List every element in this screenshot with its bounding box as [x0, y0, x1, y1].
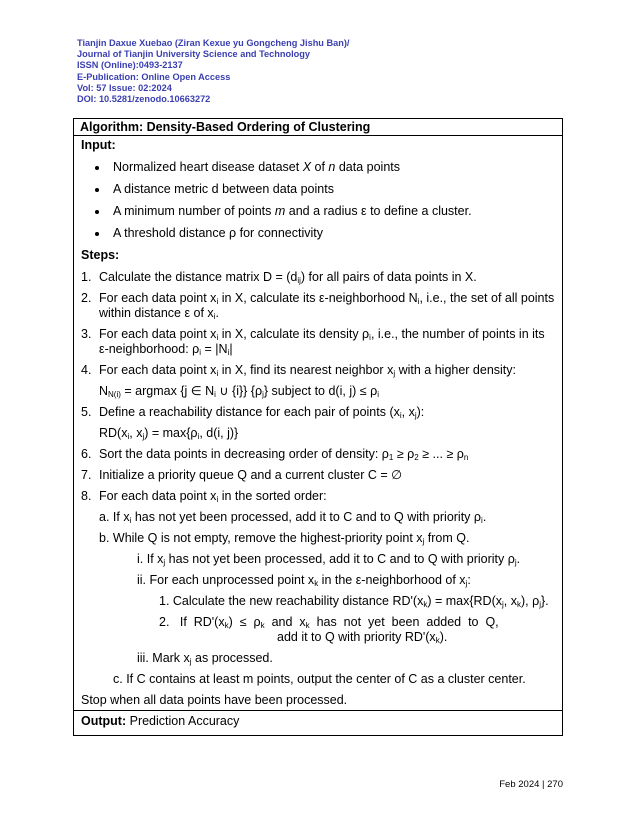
algorithm-body — [74, 136, 562, 729]
journal-publication: E-Publication: Online Open Access — [77, 71, 231, 82]
steps-label: Steps: — [81, 248, 120, 262]
step-6: 6. Sort the data points in decreasing order of density: $\rho_1 \ge \rho_2$ ≥ ... ≥ $\rho_n$ — [81, 447, 469, 462]
journal-header — [77, 38, 349, 105]
input-item: A minimum number of points m and a radius ε to define a cluster. — [81, 204, 556, 219]
step-8b-iii: iii. Mark $x_j$ as processed. — [137, 651, 273, 666]
step-5-formula: $RD(x_i$, $x_j) = \max\{\rho_i$, d(i, j)} — [99, 426, 239, 441]
step-2: 2. For each data point $x_i$ in X, calculate its ε-neighborhood $N_i$, i.e., the set of all points within distance ε of $x_i$. — [81, 291, 555, 321]
algorithm-empty-row — [74, 710, 562, 735]
step-8b-ii-2: 2. If $RD'(x_k) \le \rho_k$ and $x_k$ has not yet been added to Q, add it to Q with priority $RD'(x_k)$. — [159, 615, 499, 645]
input-item: Normalized heart disease dataset X of n data points — [81, 160, 556, 175]
page-footer: Feb 2024 | 270 — [499, 779, 563, 790]
input-item: A distance metric d between data points — [81, 182, 556, 197]
step-5: 5. Define a reachability distance for each pair of points ($x_i$, $x_j$): — [81, 405, 425, 420]
algorithm-title: Algorithm: Density-Based Ordering of Clustering — [74, 119, 562, 136]
step-8b-ii: ii. For each unprocessed point $x_k$ in the ε-neighborhood of $x_j$: — [137, 573, 471, 588]
output-value: Prediction Accuracy — [129, 714, 240, 728]
journal-subtitle-line: Journal of Tianjin University Science and Technology — [77, 49, 310, 60]
input-label: Input: — [81, 138, 116, 152]
algorithm-box — [73, 118, 563, 736]
step-8: 8. For each data point $x_i$ in the sorted order: — [81, 489, 327, 504]
journal-doi: DOI: 10.5281/zenodo.10663272 — [77, 94, 211, 105]
step-1: 1. Calculate the distance matrix $D = (d_{ij})$ for all pairs of data points in X. — [81, 270, 477, 285]
journal-title-line: Tianjin Daxue Xuebao (Ziran Kexue yu Gongcheng Jishu Ban)/ — [77, 38, 350, 48]
step-8c: c. If C contains at least m points, output the center of C as a cluster center. — [113, 672, 526, 686]
step-8b-i: i. If $x_j$ has not yet been processed, add it to C and to Q with priority $\rho_j$. — [137, 552, 521, 567]
step-7: 7. Initialize a priority queue Q and a current cluster C = ∅ — [81, 468, 403, 482]
journal-issn: ISSN (Online):0493-2137 — [77, 60, 183, 71]
stop-condition: Stop when all data points have been processed. — [81, 693, 348, 707]
input-item: A threshold distance ρ for connectivity — [81, 226, 556, 241]
step-4: 4. For each data point $x_i$ in X, find its nearest neighbor $x_j$ with a higher density: — [81, 363, 517, 378]
step-8a: a. If $x_i$ has not yet been processed, add it to C and to Q with priority $\rho_i$. — [99, 510, 487, 525]
journal-volume: Vol: 57 Issue: 02:2024 — [77, 82, 172, 93]
output-label: Output: — [81, 714, 127, 728]
step-4-formula: $N_{N(i)} = argmax$ {j ∈ $N_i$ ∪ {i}} $\{\rho_j\}$ subject to d(i, $j) \le \rho_i$ — [99, 384, 379, 399]
input-list — [81, 160, 556, 241]
step-8b: b. While Q is not empty, remove the highest-priority point $x_j$ from Q. — [99, 531, 470, 546]
step-3: 3. For each data point $x_i$ in X, calculate its density $\rho_i$, i.e., the number of points in its ε-neighborhood: $\rho_i = |N_i|$ — [81, 327, 545, 357]
step-8b-ii-1: 1. Calculate the new reachability distance $RD'(x_k) = \max\{RD(x_j$, $x_k$), $\rho_j$}. — [159, 594, 549, 609]
